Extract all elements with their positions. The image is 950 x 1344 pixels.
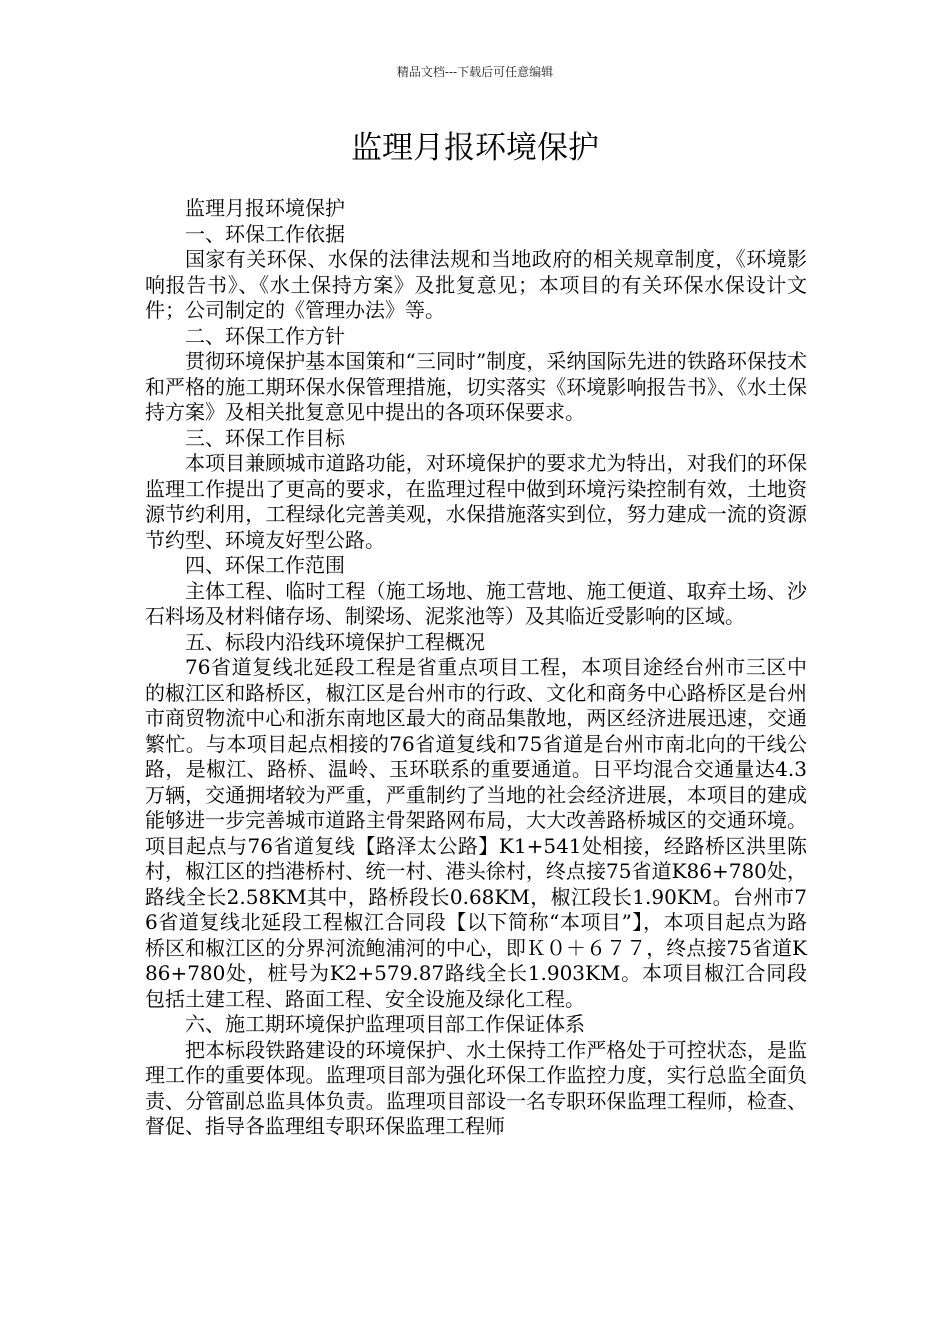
section-heading-system: 六、施工期环境保护监理项目部工作保证体系 [185, 1012, 585, 1036]
paragraph-subtitle: 监理月报环境保护 [185, 196, 345, 220]
section-heading-overview: 五、标段内沿线环境保护工程概况 [185, 629, 485, 654]
paragraph-goals: 本项目兼顾城市道路功能，对环境保护的要求尤为特出，对我们的环保监理工作提出了更高的要求，在监理过程中做到环境污染控制有效，土地资源节约利用，工程绿化完善美观，水保措施落实到位，努力建成一流的资源节约型、环境友好型公路。 [145, 451, 807, 552]
section-heading-basis: 一、环保工作依据 [185, 221, 345, 246]
paragraph-overview: 76省道复线北延段工程是省重点项目工程，本项目途经台州市三区中的椒江区和路桥区，椒江区是台州市的行政、文化和商务中心路桥区是台州市商贸物流中心和浙东南地区最大的商品集散地，两区经济进展迅速，交通繁忙。与本项目起点相接的76省道复线和75省道是台州市南北向的干线公路，是椒江、路桥、温岭、玉环联系的重要通道。日平均混合交通量达4.3万辆，交通拥堵较为严重，严重制约了当地的社会经济进展，本项目的建成能够进一步完善城市道路主骨架路网布局，大大改善路桥城区的交通环境。项目起点与76省道复线【路泽太公路】K1+541处相接，经路桥区洪里陈村，椒江区的挡港桥村、统一村、港头徐村，终点接75省道K86+780处，路线全长2.58KM其中，路桥段长0.68KM，椒江段长1.90KM。台州市76省道复线北延段工程椒江合同段【以下简称“本项目”】，本项目起点为路桥区和椒江区的分界河流鲍浦河的中心，即Ｋ０＋６７７，终点接75省道K86+780处，桩号为K2+579.87路线全长1.903KM。本项目椒江合同段包括土建工程、路面工程、安全设施及绿化工程。 [145, 655, 807, 1011]
document-title: 监理月报环境保护 [351, 130, 599, 166]
section-heading-scope: 四、环保工作范围 [185, 553, 345, 577]
section-heading-goals: 三、环保工作目标 [185, 425, 345, 450]
paragraph-basis: 国家有关环保、水保的法律法规和当地政府的相关规章制度，《环境影响报告书》、《水土保持方案》及批复意见；本项目的有关环保水保设计文件；公司制定的《管理办法》等。 [145, 247, 807, 322]
paragraph-system: 把本标段铁路建设的环境保护、水土保持工作严格处于可控状态，是监理工作的重要体现。监理项目部为强化环保工作监控力度，实行总监全面负责、分管副总监具体负责。监理项目部设一名专职环保监理工程师，检查、督促、指导各监理组专职环保监理工程师 [145, 1037, 807, 1138]
page-header-note: 精品文档---下载后可任意编辑 [396, 65, 554, 79]
paragraph-policy: 贯彻环境保护基本国策和“三同时”制度，采纳国际先进的铁路环保技术和严格的施工期环保水保管理措施，切实落实《环境影响报告书》、《水土保持方案》及相关批复意见中提出的各项环保要求。 [145, 349, 807, 424]
paragraph-scope: 主体工程、临时工程（施工场地、施工营地、施工便道、取弃土场、沙石料场及材料储存场、制梁场、泥浆池等）及其临近受影响的区域。 [145, 578, 807, 628]
section-heading-policy: 二、环保工作方针 [185, 323, 345, 348]
document-body [145, 196, 807, 1140]
